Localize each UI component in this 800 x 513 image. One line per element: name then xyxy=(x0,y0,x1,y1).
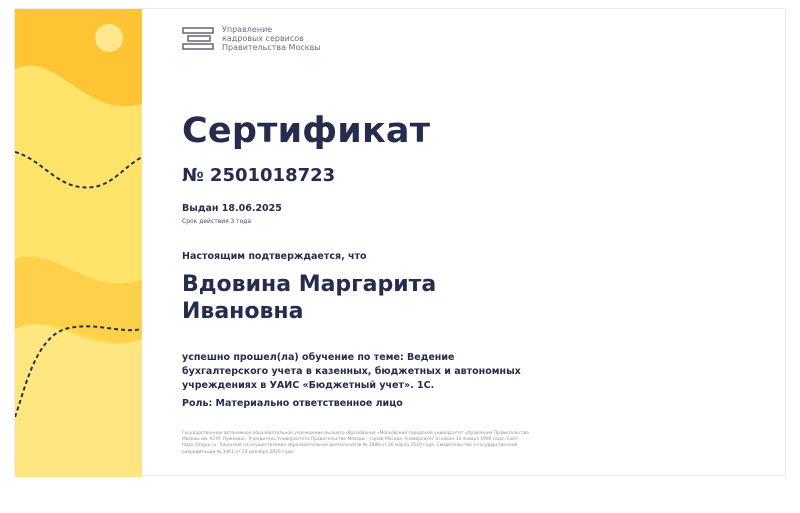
issuer-logo xyxy=(182,25,321,52)
recipient-name xyxy=(182,271,562,325)
recipient-name-line-1: Вдовина Маргарита xyxy=(182,272,437,297)
validity-period: Срок действия 3 года xyxy=(182,218,252,225)
decorative-side-band xyxy=(15,9,142,477)
wave-pattern-graphic xyxy=(15,9,142,477)
bridge-logo-icon xyxy=(182,26,216,52)
certificate-title: Сертификат xyxy=(182,111,431,151)
role-text: Роль: Материально ответственное лицо xyxy=(182,398,403,409)
certificate xyxy=(14,8,786,476)
course-description: успешно прошел(ла) обучение по теме: Ведение бухгалтерского учета в казенных, бюджетных и автономных учреждениях в УАИС «Бюджетный учет». 1С. xyxy=(182,352,521,391)
legal-footnote: Государственное автономное образовательное учреждение высшего образования «Московский городской университет управления Правительства Москвы им. Ю.М. Лужкова». Учредитель Университета Правительство Москвы – город Москва. Университет основан 16 января 1996 года. Сайт: https://mguu.ru. Лицензия на осуществление образовательной деятельности № 2886 от 26 марта 2020 года. Свидетельство о государственной аккредитации № 3461 от 23 декабря 2020 года. xyxy=(182,431,529,455)
issue-date: Выдан 18.06.2025 xyxy=(182,203,282,214)
certificate-number: № 2501018723 xyxy=(182,165,336,186)
issuer-line-2: кадровых сервисов xyxy=(222,34,304,43)
issuer-line-3: Правительства Москвы xyxy=(222,43,321,52)
sun-circle xyxy=(95,24,123,52)
recipient-name-line-2: Ивановна xyxy=(182,299,304,324)
confirmation-text: Настоящим подтверждается, что xyxy=(182,251,367,262)
certificate-content xyxy=(182,9,765,475)
issuer-line-1: Управление xyxy=(222,25,273,34)
